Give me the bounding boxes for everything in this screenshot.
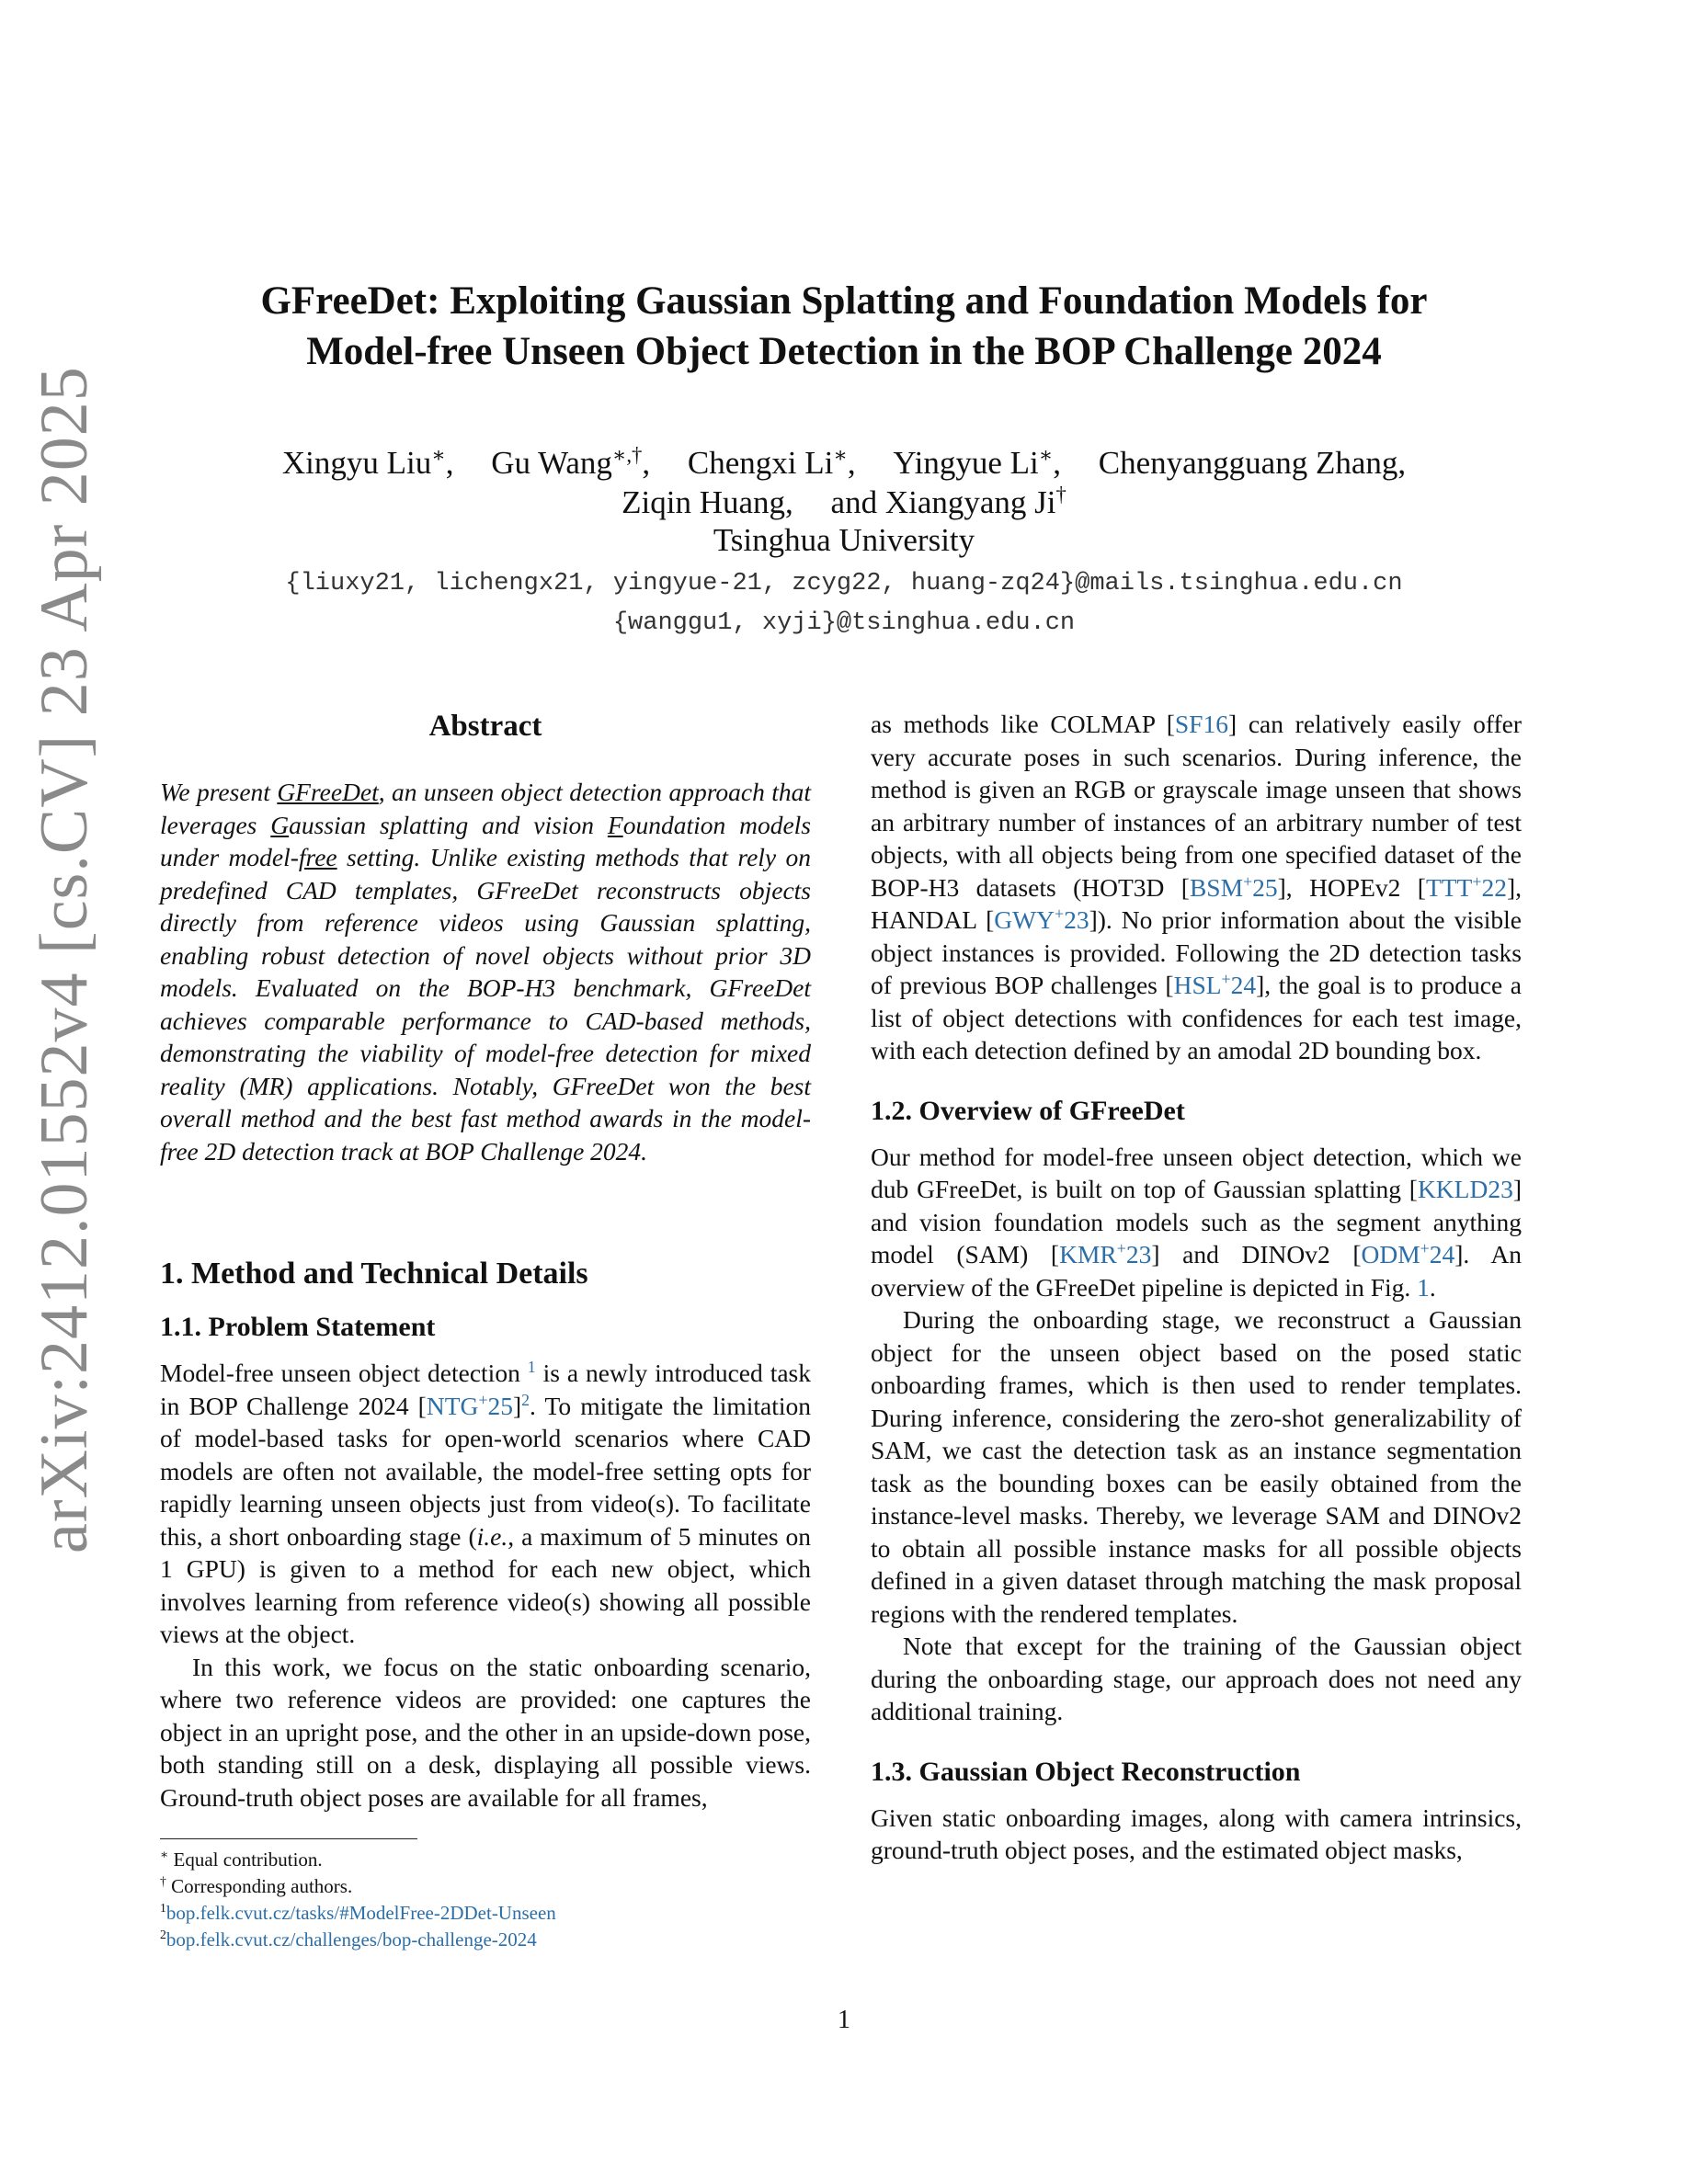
overview-paragraph-2: During the onboarding stage, we reconstruct a Gaussian object for the unseen object based on the posed static onboarding frames, which is then used to render templates. During inference, considering the zero-shot generalizability of SAM, we cast the detection task as an instance segmentation task as the bounding boxes can be easily obtained from the instance-level masks. Thereby, we leverage SAM and DINOv2 to obtain all possible instance masks for all possible objects defined in a given dataset through matching the mask proposal regions with the rendered templates. xyxy=(871,1305,1522,1628)
abstract-heading: Abstract xyxy=(428,710,542,743)
citation-sf16[interactable]: SF16 xyxy=(1174,710,1228,738)
author: Xingyu Liu∗, xyxy=(281,443,454,481)
problem-statement-paragraph-2: In this work, we focus on the static onboarding scenario, where two reference videos are provided: one captures the object in an upright pose, and the other in an upside-down pose, both standing still on a desk, displaying all possible views. Ground-truth object poses are available for all frames, xyxy=(160,1652,811,1812)
author: Chengxi Li∗, xyxy=(687,443,856,481)
footnote-equal-contribution: ∗ Equal contribution. xyxy=(160,1848,323,1871)
section-1-heading: 1. Method and Technical Details xyxy=(160,1257,588,1291)
title-line-2: Model-free Unseen Object Detection in the BOP Challenge 2024 xyxy=(306,330,1382,373)
problem-statement-continuation: as methods like COLMAP [SF16] can relatively easily offer very accurate poses in such scenarios. During inference, the method is given an RGB or grayscale image unseen that shows an arbitrary number of instances of an arbitrary number of test objects, with all objects being from one specified dataset of the BOP-H3 datasets (HOT3D [BSM+25], HOPEv2 [TTT+22], HANDAL [GWY+23]). No prior information about the visible object instances is provided. Following the 2D detection tasks of previous BOP challenges [HSL+24], the goal is to produce a list of object detections with confidences for each test image, with each detection defined by an amodal 2D bounding box. xyxy=(871,710,1522,1064)
citation-kmr23[interactable]: KMR+23 xyxy=(1059,1238,1152,1268)
author-emails xyxy=(165,564,1523,643)
footnote-2: $^2$bop.felk.cvut.cz/challenges/bop-challenge-2024 xyxy=(160,1928,537,1951)
citation-bsm25[interactable]: BSM+25 xyxy=(1189,871,1278,902)
paper-title xyxy=(165,276,1523,377)
footnote-1: $^1$bop.felk.cvut.cz/tasks/#ModelFree-2DDet-Unseen xyxy=(160,1901,556,1924)
figure-ref-1[interactable]: 1 xyxy=(1417,1272,1430,1302)
gaussian-reconstruction-paragraph-1: Given static onboarding images, along with camera intrinsics, ground-truth object poses, and the estimated object masks, xyxy=(871,1803,1522,1864)
author-line-2 xyxy=(165,483,1523,522)
page-number: 1 xyxy=(838,2006,850,2034)
abstract-body: We present GFreeDet, an unseen object detection approach that leverages Gaussian splatting and vision Foundation models under model-free setting. Unlike existing methods that rely on predefined CAD templates, GFreeDet reconstructs objects directly from reference videos using Gaussian splatting, enabling robust detection of novel objects without prior 3D models. Evaluated on the BOP-H3 benchmark, GFreeDet achieves comparable performance to CAD-based methods, demonstrating the viability of model-free detection for mixed reality (MR) applications. Notably, GFreeDet won the best overall method and the best fast method awards in the model-free 2D detection track at BOP Challenge 2024. xyxy=(160,778,812,1166)
citation-gwy23[interactable]: GWY+23 xyxy=(994,904,1089,934)
author: Gu Wang∗,†, xyxy=(491,443,651,481)
email-line-2: {wanggu1, xyji}@tsinghua.edu.cn xyxy=(612,609,1076,637)
citation-ntg25[interactable]: NTG+25 xyxy=(426,1390,513,1420)
citation-ttt22[interactable]: TTT+22 xyxy=(1425,871,1507,902)
author: Chenyangguang Zhang, xyxy=(1098,445,1407,481)
arxiv-side-stamp: arXiv:2412.01552v4 [cs.CV] 23 Apr 2025 xyxy=(27,366,102,1553)
author: and Xiangyang Ji† xyxy=(830,483,1066,520)
citation-hsl24[interactable]: HSL+24 xyxy=(1173,969,1257,999)
footnote-ref-2[interactable]: 2 xyxy=(521,1390,530,1409)
subsection-1-2-heading: 1.2. Overview of GFreeDet xyxy=(871,1095,1185,1126)
email-line-1: {liuxy21, lichengx21, yingyue-21, zcyg22, huang-zq24}@mails.tsinghua.edu.cn xyxy=(285,570,1403,597)
author-line-1 xyxy=(165,443,1523,483)
overview-paragraph-1: Our method for model-free unseen object detection, which we dub GFreeDet, is built on top of Gaussian splatting [KKLD23] and vision foundation models such as the segment anything model (SAM) [KMR+23] and DINOv2 [ODM+24]. An overview of the GFreeDet pipeline is depicted in Fig. 1. xyxy=(871,1142,1522,1302)
footnote-ref-1[interactable]: 1 xyxy=(527,1357,536,1376)
citation-odm24[interactable]: ODM+24 xyxy=(1361,1238,1455,1268)
citation-kkld23[interactable]: KKLD23 xyxy=(1417,1175,1513,1203)
overview-paragraph-3: Note that except for the training of the Gaussian object during the onboarding stage, our approach does not need any additional training. xyxy=(871,1632,1522,1725)
right-column xyxy=(871,708,1522,1867)
footnote-1-link[interactable]: bop.felk.cvut.cz/tasks/#ModelFree-2DDet-Unseen xyxy=(165,1902,556,1924)
subsection-1-1-heading: 1.1. Problem Statement xyxy=(160,1312,436,1342)
author: Yingyue Li∗, xyxy=(893,443,1062,481)
footnote-divider xyxy=(160,1838,417,1839)
subsection-1-3-heading: 1.3. Gaussian Object Reconstruction xyxy=(871,1756,1301,1787)
left-column xyxy=(160,708,811,1814)
author-list xyxy=(165,443,1523,522)
footnote-corresponding: † Corresponding authors. xyxy=(160,1874,353,1897)
footnote-2-link[interactable]: bop.felk.cvut.cz/challenges/bop-challenge-2024 xyxy=(165,1928,537,1951)
title-line-1: GFreeDet: Exploiting Gaussian Splatting and Foundation Models for xyxy=(260,279,1428,323)
problem-statement-paragraph-1: Model-free unseen object detection $^1$ is a newly introduced task in BOP Challenge 2024 [NTG+25]$^2$. To mitigate the limitation of model-based tasks for open-world scenarios where CAD models are often not available, the model-free setting opts for rapidly learning unseen objects just from video(s). To facilitate this, a short onboarding stage (i.e., a maximum of 5 minutes on 1 GPU) is given to a method for each new object, which involves learning from reference video(s) showing all possible views at the object. xyxy=(160,1357,812,1648)
footnotes xyxy=(160,1838,811,1953)
affiliation: Tsinghua University xyxy=(713,522,975,558)
author: Ziqin Huang, xyxy=(622,484,793,520)
